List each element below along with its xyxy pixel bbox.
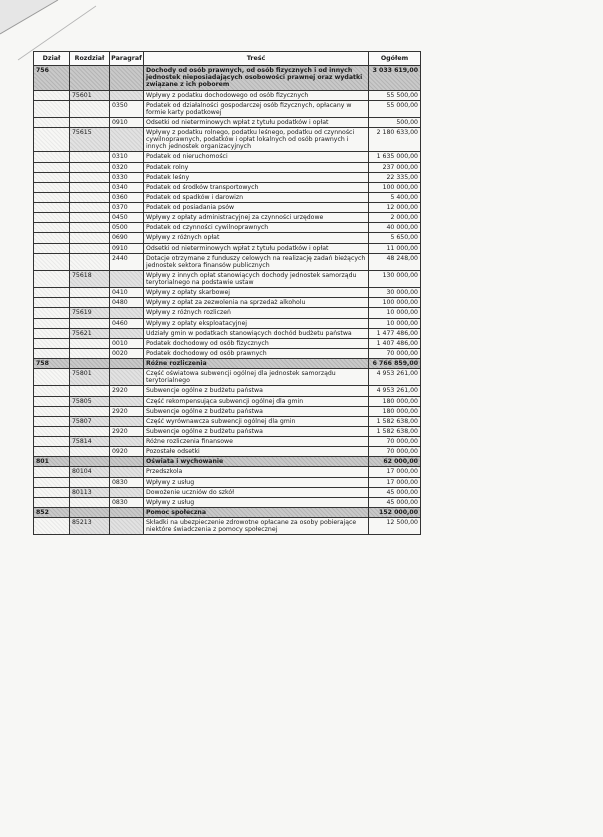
cell-paragraf bbox=[110, 416, 144, 426]
cell-ogolem: 45 000,00 bbox=[369, 487, 421, 497]
cell-dzial bbox=[34, 253, 70, 270]
cell-rozdzial bbox=[70, 162, 110, 172]
cell-dzial bbox=[34, 338, 70, 348]
cell-rozdzial bbox=[70, 182, 110, 192]
cell-rozdzial bbox=[70, 338, 110, 348]
table-row bbox=[34, 162, 421, 172]
cell-rozdzial: 85213 bbox=[70, 518, 110, 535]
table-row bbox=[34, 406, 421, 416]
table-row bbox=[34, 359, 421, 369]
cell-ogolem: 500,00 bbox=[369, 117, 421, 127]
cell-paragraf: 0370 bbox=[110, 203, 144, 213]
cell-ogolem: 1 635 000,00 bbox=[369, 152, 421, 162]
cell-tresc: Wpływy z różnych opłat bbox=[144, 233, 369, 243]
cell-tresc: Wpływy z opłat za zezwolenia na sprzedaż alkoholu bbox=[144, 298, 369, 308]
cell-tresc: Podatek od nieruchomości bbox=[144, 152, 369, 162]
cell-paragraf bbox=[110, 467, 144, 477]
cell-rozdzial: 75615 bbox=[70, 128, 110, 152]
budget-income-table bbox=[33, 51, 421, 535]
table-row bbox=[34, 128, 421, 152]
cell-rozdzial bbox=[70, 447, 110, 457]
table-row bbox=[34, 288, 421, 298]
cell-paragraf: 0910 bbox=[110, 243, 144, 253]
cell-paragraf: 0410 bbox=[110, 288, 144, 298]
table-row bbox=[34, 477, 421, 487]
cell-ogolem: 55 000,00 bbox=[369, 100, 421, 117]
cell-paragraf: 2440 bbox=[110, 253, 144, 270]
cell-dzial bbox=[34, 318, 70, 328]
table-row bbox=[34, 298, 421, 308]
cell-paragraf: 0830 bbox=[110, 477, 144, 487]
cell-tresc: Wpływy z podatku rolnego, podatku leśnego, podatku od czynności cywilnoprawnych, podatków i opłat lokalnych od osób prawnych i innych jednostek organizacyjnych bbox=[144, 128, 369, 152]
table-row bbox=[34, 117, 421, 127]
cell-tresc: Podatek od posiadania psów bbox=[144, 203, 369, 213]
header-dzial: Dział bbox=[34, 52, 70, 66]
cell-ogolem: 70 000,00 bbox=[369, 447, 421, 457]
header-ogolem: Ogółem bbox=[369, 52, 421, 66]
cell-ogolem: 100 000,00 bbox=[369, 298, 421, 308]
cell-paragraf bbox=[110, 507, 144, 517]
cell-rozdzial: 75814 bbox=[70, 437, 110, 447]
table-row bbox=[34, 386, 421, 396]
cell-ogolem: 2 180 633,00 bbox=[369, 128, 421, 152]
cell-dzial bbox=[34, 477, 70, 487]
table-row bbox=[34, 172, 421, 182]
cell-dzial bbox=[34, 243, 70, 253]
cell-paragraf bbox=[110, 369, 144, 386]
cell-paragraf: 0920 bbox=[110, 447, 144, 457]
cell-ogolem: 70 000,00 bbox=[369, 348, 421, 358]
table-row bbox=[34, 66, 421, 90]
cell-dzial: 756 bbox=[34, 66, 70, 90]
cell-dzial bbox=[34, 447, 70, 457]
cell-rozdzial bbox=[70, 172, 110, 182]
cell-tresc: Wpływy z innych opłat stanowiących dochody jednostek samorządu terytorialnego na podstawie ustaw bbox=[144, 270, 369, 287]
cell-dzial bbox=[34, 152, 70, 162]
cell-dzial bbox=[34, 90, 70, 100]
cell-dzial bbox=[34, 308, 70, 318]
table-row bbox=[34, 152, 421, 162]
table-row bbox=[34, 497, 421, 507]
cell-paragraf: 2920 bbox=[110, 406, 144, 416]
cell-paragraf bbox=[110, 518, 144, 535]
cell-paragraf bbox=[110, 270, 144, 287]
cell-tresc: Subwencje ogólne z budżetu państwa bbox=[144, 386, 369, 396]
table-row bbox=[34, 437, 421, 447]
table-row bbox=[34, 467, 421, 477]
table-row bbox=[34, 233, 421, 243]
cell-rozdzial bbox=[70, 152, 110, 162]
cell-paragraf: 0010 bbox=[110, 338, 144, 348]
cell-ogolem: 6 766 859,00 bbox=[369, 359, 421, 369]
cell-tresc: Podatek rolny bbox=[144, 162, 369, 172]
table-row bbox=[34, 182, 421, 192]
cell-paragraf: 0360 bbox=[110, 192, 144, 202]
cell-paragraf bbox=[110, 457, 144, 467]
table-row bbox=[34, 270, 421, 287]
cell-tresc: Przedszkola bbox=[144, 467, 369, 477]
cell-rozdzial bbox=[70, 288, 110, 298]
cell-rozdzial: 75601 bbox=[70, 90, 110, 100]
cell-ogolem: 1 477 486,00 bbox=[369, 328, 421, 338]
cell-dzial bbox=[34, 426, 70, 436]
cell-ogolem: 130 000,00 bbox=[369, 270, 421, 287]
cell-tresc: Subwencje ogólne z budżetu państwa bbox=[144, 406, 369, 416]
cell-rozdzial bbox=[70, 233, 110, 243]
table-row bbox=[34, 338, 421, 348]
cell-rozdzial bbox=[70, 386, 110, 396]
cell-dzial bbox=[34, 298, 70, 308]
table-row bbox=[34, 328, 421, 338]
cell-dzial bbox=[34, 396, 70, 406]
cell-ogolem: 5 650,00 bbox=[369, 233, 421, 243]
cell-dzial bbox=[34, 386, 70, 396]
cell-ogolem: 1 582 638,00 bbox=[369, 426, 421, 436]
cell-dzial bbox=[34, 128, 70, 152]
table-row bbox=[34, 90, 421, 100]
cell-paragraf: 0910 bbox=[110, 117, 144, 127]
table-row bbox=[34, 487, 421, 497]
cell-tresc: Część oświatowa subwencji ogólnej dla jednostek samorządu terytorialnego bbox=[144, 369, 369, 386]
cell-dzial bbox=[34, 182, 70, 192]
cell-rozdzial bbox=[70, 507, 110, 517]
cell-paragraf: 0330 bbox=[110, 172, 144, 182]
cell-ogolem: 62 000,00 bbox=[369, 457, 421, 467]
cell-ogolem: 4 953 261,00 bbox=[369, 386, 421, 396]
cell-paragraf bbox=[110, 66, 144, 90]
cell-rozdzial: 75801 bbox=[70, 369, 110, 386]
cell-ogolem: 152 000,00 bbox=[369, 507, 421, 517]
table-header-row bbox=[34, 52, 421, 66]
cell-rozdzial bbox=[70, 117, 110, 127]
cell-rozdzial: 80104 bbox=[70, 467, 110, 477]
cell-dzial bbox=[34, 437, 70, 447]
cell-ogolem: 237 000,00 bbox=[369, 162, 421, 172]
header-paragraf: Paragraf bbox=[110, 52, 144, 66]
cell-ogolem: 70 000,00 bbox=[369, 437, 421, 447]
cell-ogolem: 4 953 261,00 bbox=[369, 369, 421, 386]
cell-rozdzial: 75807 bbox=[70, 416, 110, 426]
cell-tresc: Podatek dochodowy od osób fizycznych bbox=[144, 338, 369, 348]
cell-rozdzial bbox=[70, 457, 110, 467]
cell-tresc: Wpływy z usług bbox=[144, 497, 369, 507]
cell-paragraf bbox=[110, 128, 144, 152]
cell-paragraf: 0500 bbox=[110, 223, 144, 233]
cell-ogolem: 17 000,00 bbox=[369, 477, 421, 487]
cell-ogolem: 48 248,00 bbox=[369, 253, 421, 270]
cell-ogolem: 3 033 619,00 bbox=[369, 66, 421, 90]
cell-ogolem: 10 000,00 bbox=[369, 318, 421, 328]
cell-dzial bbox=[34, 467, 70, 477]
cell-dzial bbox=[34, 213, 70, 223]
cell-ogolem: 2 000,00 bbox=[369, 213, 421, 223]
cell-tresc: Udziały gmin w podatkach stanowiących dochód budżetu państwa bbox=[144, 328, 369, 338]
cell-paragraf bbox=[110, 396, 144, 406]
table-row bbox=[34, 192, 421, 202]
cell-tresc: Odsetki od nieterminowych wpłat z tytułu podatków i opłat bbox=[144, 243, 369, 253]
cell-paragraf: 2920 bbox=[110, 426, 144, 436]
cell-tresc: Oświata i wychowanie bbox=[144, 457, 369, 467]
cell-paragraf bbox=[110, 328, 144, 338]
cell-ogolem: 12 000,00 bbox=[369, 203, 421, 213]
cell-paragraf: 0350 bbox=[110, 100, 144, 117]
cell-paragraf: 0480 bbox=[110, 298, 144, 308]
cell-rozdzial: 75618 bbox=[70, 270, 110, 287]
cell-paragraf: 0320 bbox=[110, 162, 144, 172]
cell-tresc: Składki na ubezpieczenie zdrowotne opłacane za osoby pobierające niektóre świadczenia z pomocy społecznej bbox=[144, 518, 369, 535]
table-row bbox=[34, 213, 421, 223]
cell-ogolem: 180 000,00 bbox=[369, 396, 421, 406]
cell-tresc: Podatek od spadków i darowizn bbox=[144, 192, 369, 202]
table-row bbox=[34, 426, 421, 436]
table-row bbox=[34, 457, 421, 467]
cell-tresc: Podatek od działalności gospodarczej osób fizycznych, opłacany w formie karty podatkowej bbox=[144, 100, 369, 117]
cell-dzial bbox=[34, 497, 70, 507]
cell-dzial bbox=[34, 348, 70, 358]
cell-dzial bbox=[34, 100, 70, 117]
cell-tresc: Dotacje otrzymane z funduszy celowych na realizację zadań bieżących jednostek sektora finansów publicznych bbox=[144, 253, 369, 270]
cell-ogolem: 10 000,00 bbox=[369, 308, 421, 318]
cell-paragraf bbox=[110, 308, 144, 318]
cell-ogolem: 30 000,00 bbox=[369, 288, 421, 298]
cell-dzial bbox=[34, 288, 70, 298]
cell-tresc: Wpływy z różnych rozliczeń bbox=[144, 308, 369, 318]
cell-tresc: Wpływy z opłaty eksploatacyjnej bbox=[144, 318, 369, 328]
table-row bbox=[34, 203, 421, 213]
cell-dzial bbox=[34, 328, 70, 338]
cell-rozdzial bbox=[70, 359, 110, 369]
cell-ogolem: 11 000,00 bbox=[369, 243, 421, 253]
table-row bbox=[34, 308, 421, 318]
cell-tresc: Różne rozliczenia finansowe bbox=[144, 437, 369, 447]
cell-rozdzial bbox=[70, 406, 110, 416]
cell-ogolem: 1 407 486,00 bbox=[369, 338, 421, 348]
cell-rozdzial bbox=[70, 223, 110, 233]
cell-rozdzial bbox=[70, 298, 110, 308]
cell-rozdzial bbox=[70, 213, 110, 223]
cell-ogolem: 180 000,00 bbox=[369, 406, 421, 416]
cell-paragraf: 0460 bbox=[110, 318, 144, 328]
cell-dzial bbox=[34, 223, 70, 233]
cell-paragraf: 0830 bbox=[110, 497, 144, 507]
cell-rozdzial bbox=[70, 192, 110, 202]
cell-tresc: Podatek od środków transportowych bbox=[144, 182, 369, 192]
cell-tresc: Część wyrównawcza subwencji ogólnej dla gmin bbox=[144, 416, 369, 426]
cell-paragraf: 0690 bbox=[110, 233, 144, 243]
cell-rozdzial bbox=[70, 348, 110, 358]
cell-tresc: Różne rozliczenia bbox=[144, 359, 369, 369]
cell-tresc: Wpływy z opłaty administracyjnej za czynności urzędowe bbox=[144, 213, 369, 223]
table-row bbox=[34, 518, 421, 535]
cell-ogolem: 17 000,00 bbox=[369, 467, 421, 477]
cell-rozdzial bbox=[70, 426, 110, 436]
cell-rozdzial bbox=[70, 497, 110, 507]
cell-tresc: Odsetki od nieterminowych wpłat z tytułu podatków i opłat bbox=[144, 117, 369, 127]
cell-dzial bbox=[34, 203, 70, 213]
cell-dzial bbox=[34, 369, 70, 386]
cell-paragraf: 2920 bbox=[110, 386, 144, 396]
cell-dzial bbox=[34, 233, 70, 243]
cell-dzial bbox=[34, 117, 70, 127]
cell-ogolem: 5 400,00 bbox=[369, 192, 421, 202]
cell-ogolem: 55 500,00 bbox=[369, 90, 421, 100]
cell-rozdzial bbox=[70, 100, 110, 117]
cell-dzial: 758 bbox=[34, 359, 70, 369]
table-row bbox=[34, 396, 421, 406]
cell-ogolem: 100 000,00 bbox=[369, 182, 421, 192]
cell-paragraf: 0310 bbox=[110, 152, 144, 162]
cell-rozdzial bbox=[70, 318, 110, 328]
header-rozdzial: Rozdział bbox=[70, 52, 110, 66]
table-row bbox=[34, 447, 421, 457]
table-row bbox=[34, 348, 421, 358]
cell-dzial bbox=[34, 487, 70, 497]
cell-paragraf: 0450 bbox=[110, 213, 144, 223]
cell-rozdzial: 75619 bbox=[70, 308, 110, 318]
cell-tresc: Subwencje ogólne z budżetu państwa bbox=[144, 426, 369, 436]
cell-tresc: Wpływy z opłaty skarbowej bbox=[144, 288, 369, 298]
cell-tresc: Część rekompensująca subwencji ogólnej dla gmin bbox=[144, 396, 369, 406]
table-row bbox=[34, 318, 421, 328]
cell-rozdzial bbox=[70, 243, 110, 253]
cell-ogolem: 40 000,00 bbox=[369, 223, 421, 233]
cell-tresc: Podatek leśny bbox=[144, 172, 369, 182]
cell-tresc: Podatek od czynności cywilnoprawnych bbox=[144, 223, 369, 233]
cell-tresc: Pomoc społeczna bbox=[144, 507, 369, 517]
cell-ogolem: 45 000,00 bbox=[369, 497, 421, 507]
cell-paragraf bbox=[110, 487, 144, 497]
cell-tresc: Wpływy z podatku dochodowego od osób fizycznych bbox=[144, 90, 369, 100]
cell-ogolem: 1 582 638,00 bbox=[369, 416, 421, 426]
cell-rozdzial: 75805 bbox=[70, 396, 110, 406]
cell-paragraf bbox=[110, 90, 144, 100]
table-row bbox=[34, 507, 421, 517]
cell-rozdzial: 75621 bbox=[70, 328, 110, 338]
cell-tresc: Dochody od osób prawnych, od osób fizycznych i od innych jednostek nieposiadających osobowości prawnej oraz wydatki związane z ich poborem bbox=[144, 66, 369, 90]
cell-rozdzial bbox=[70, 477, 110, 487]
cell-paragraf bbox=[110, 437, 144, 447]
cell-rozdzial bbox=[70, 203, 110, 213]
cell-paragraf bbox=[110, 359, 144, 369]
table-row bbox=[34, 243, 421, 253]
cell-rozdzial bbox=[70, 253, 110, 270]
cell-dzial bbox=[34, 270, 70, 287]
cell-tresc: Dowożenie uczniów do szkół bbox=[144, 487, 369, 497]
table-row bbox=[34, 100, 421, 117]
cell-paragraf: 0020 bbox=[110, 348, 144, 358]
table-row bbox=[34, 223, 421, 233]
cell-tresc: Podatek dochodowy od osób prawnych bbox=[144, 348, 369, 358]
cell-dzial bbox=[34, 416, 70, 426]
cell-dzial bbox=[34, 406, 70, 416]
cell-dzial bbox=[34, 192, 70, 202]
cell-paragraf: 0340 bbox=[110, 182, 144, 192]
cell-rozdzial bbox=[70, 66, 110, 90]
header-tresc: Treść bbox=[144, 52, 369, 66]
cell-tresc: Wpływy z usług bbox=[144, 477, 369, 487]
cell-dzial bbox=[34, 518, 70, 535]
cell-dzial bbox=[34, 162, 70, 172]
cell-ogolem: 12 500,00 bbox=[369, 518, 421, 535]
table-row bbox=[34, 369, 421, 386]
cell-ogolem: 22 335,00 bbox=[369, 172, 421, 182]
table-body bbox=[34, 66, 421, 535]
table-row bbox=[34, 253, 421, 270]
cell-dzial: 852 bbox=[34, 507, 70, 517]
cell-tresc: Pozostałe odsetki bbox=[144, 447, 369, 457]
cell-rozdzial: 80113 bbox=[70, 487, 110, 497]
table-row bbox=[34, 416, 421, 426]
cell-dzial: 801 bbox=[34, 457, 70, 467]
cell-dzial bbox=[34, 172, 70, 182]
